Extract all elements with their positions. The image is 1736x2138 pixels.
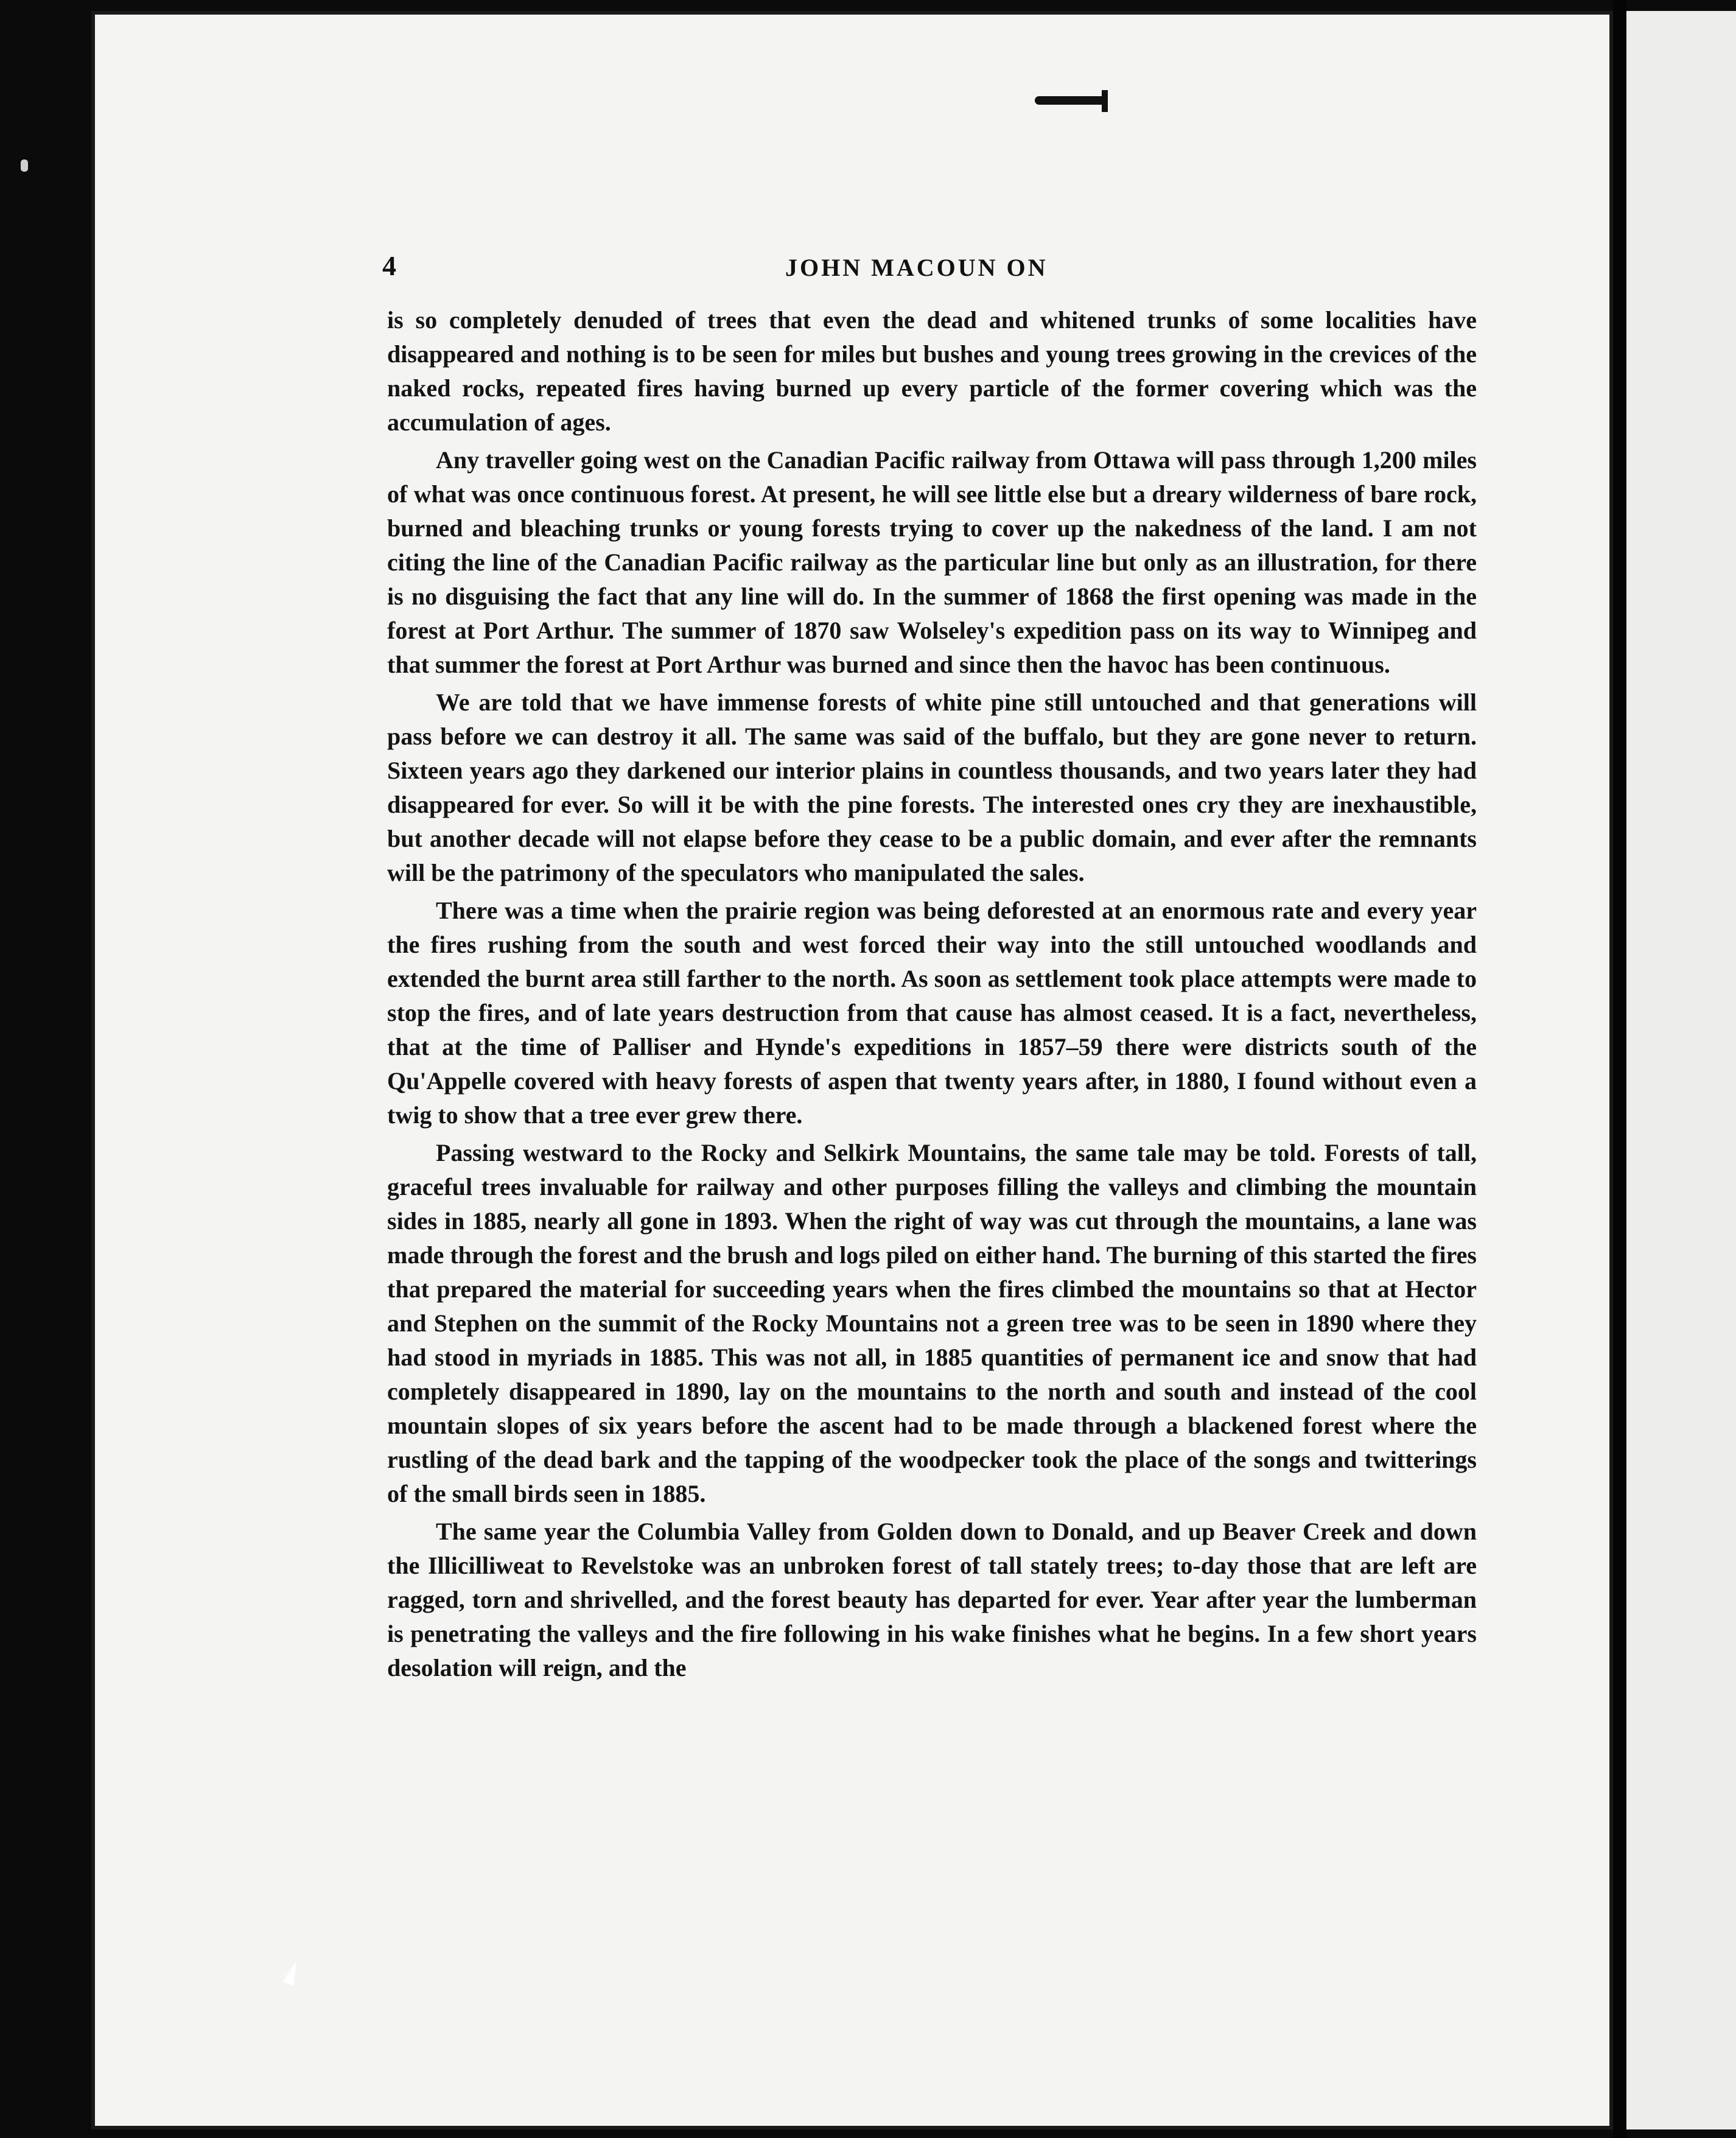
paragraph-1: is so completely denuded of trees that even the dead and whitened trunks of some localities have disappeared and nothing is to be seen for miles but bushes and young trees growing in the crevices of the naked rocks, repeated fires having burned up every particle of the former covering which was the accumulation of ages. [387, 306, 1477, 436]
paragraph-5: Passing westward to the Rocky and Selkirk Mountains, the same tale may be told. Forests of tall, graceful trees invaluable for railway and other purposes filling the valleys and climbing the mountain sides in 1885, nearly all gone in 1893. When the right of way was cut through the mountains, a lane was made through the forest and the brush and logs piled on either hand. The burning of this started the fires that prepared the material for succeeding years when the fires climbed the mountains so that at Hector and Stephen on the summit of the Rocky Mountains not a green tree was to be seen in 1890 where they had stood in myriads in 1885. This was not all, in 1885 quantities of permanent ice and snow that had completely disappeared in 1890, lay on the mountains to the north and south and instead of the cool mountain slopes of six years before the ascent had to be made through a blackened forest where the rustling of the dead bark and the tapping of the woodpecker took the place of the songs and twitterings of the small birds seen in 1885. [387, 1139, 1477, 1507]
ink-mark-tick [1102, 90, 1108, 112]
paragraph-2: Any traveller going west on the Canadian Pacific railway from Ottawa will pass through 1,200 miles of what was once continuous forest. At present, he will see little else but a dreary wilderness of bare rock, burned and bleaching trunks or young forests trying to cover up the nakedness of the land. I am not citing the line of the Canadian Pacific railway as the particular line but only as an illustration, for there is no disguising the fact that any line will do. In the summer of 1868 the first opening was made in the forest at Port Arthur. The summer of 1870 saw Wolseley's expedition pass on its way to Winnipeg and that summer the forest at Port Arthur was burned and since then the havoc has been continuous. [387, 446, 1477, 678]
next-page-edge [1626, 11, 1736, 2129]
running-head: JOHN MACOUN ON [785, 254, 1048, 281]
page-number: 4 [382, 250, 396, 281]
paragraph-3: We are told that we have immense forests of white pine still untouched and that generations will pass before we can destroy it all. The same was said of the buffalo, but they are gone never to return. Sixteen years ago they darkened our interior plains in countless thousands, and two years later they had disappeared for ever. So will it be with the pine forests. The interested ones cry they are inexhaustible, but another decade will not elapse before they cease to be a public domain, and ever after the remnants will be the patrimony of the speculators who manipulated the sales. [387, 689, 1477, 886]
scan-artifact [21, 159, 28, 172]
body-text [387, 303, 1477, 1689]
page-gutter [1613, 0, 1626, 2138]
paragraph-4: There was a time when the prairie region was being deforested at an enormous rate and every year the fires rushing from the south and west forced their way into the still untouched woodlands and extended the burnt area still farther to the north. As soon as settlement took place attempts were made to stop the fires, and of late years destruction from that cause has almost ceased. It is a fact, nevertheless, that at the time of Palliser and Hynde's expeditions in 1857–59 there were districts south of the Qu'Appelle covered with heavy forests of aspen that twenty years after, in 1880, I found without even a twig to show that a tree ever grew there. [387, 897, 1477, 1129]
paragraph-6: The same year the Columbia Valley from Golden down to Donald, and up Beaver Creek and down the Illicilliweat to Revelstoke was an unbroken forest of tall stately trees; to-day those that are left are ragged, torn and shrivelled, and the forest beauty has departed for ever. Year after year the lumberman is penetrating the valleys and the fire following in his wake finishes what he begins. In a few short years desolation will reign, and the [387, 1518, 1477, 1681]
ink-mark [1035, 96, 1108, 105]
